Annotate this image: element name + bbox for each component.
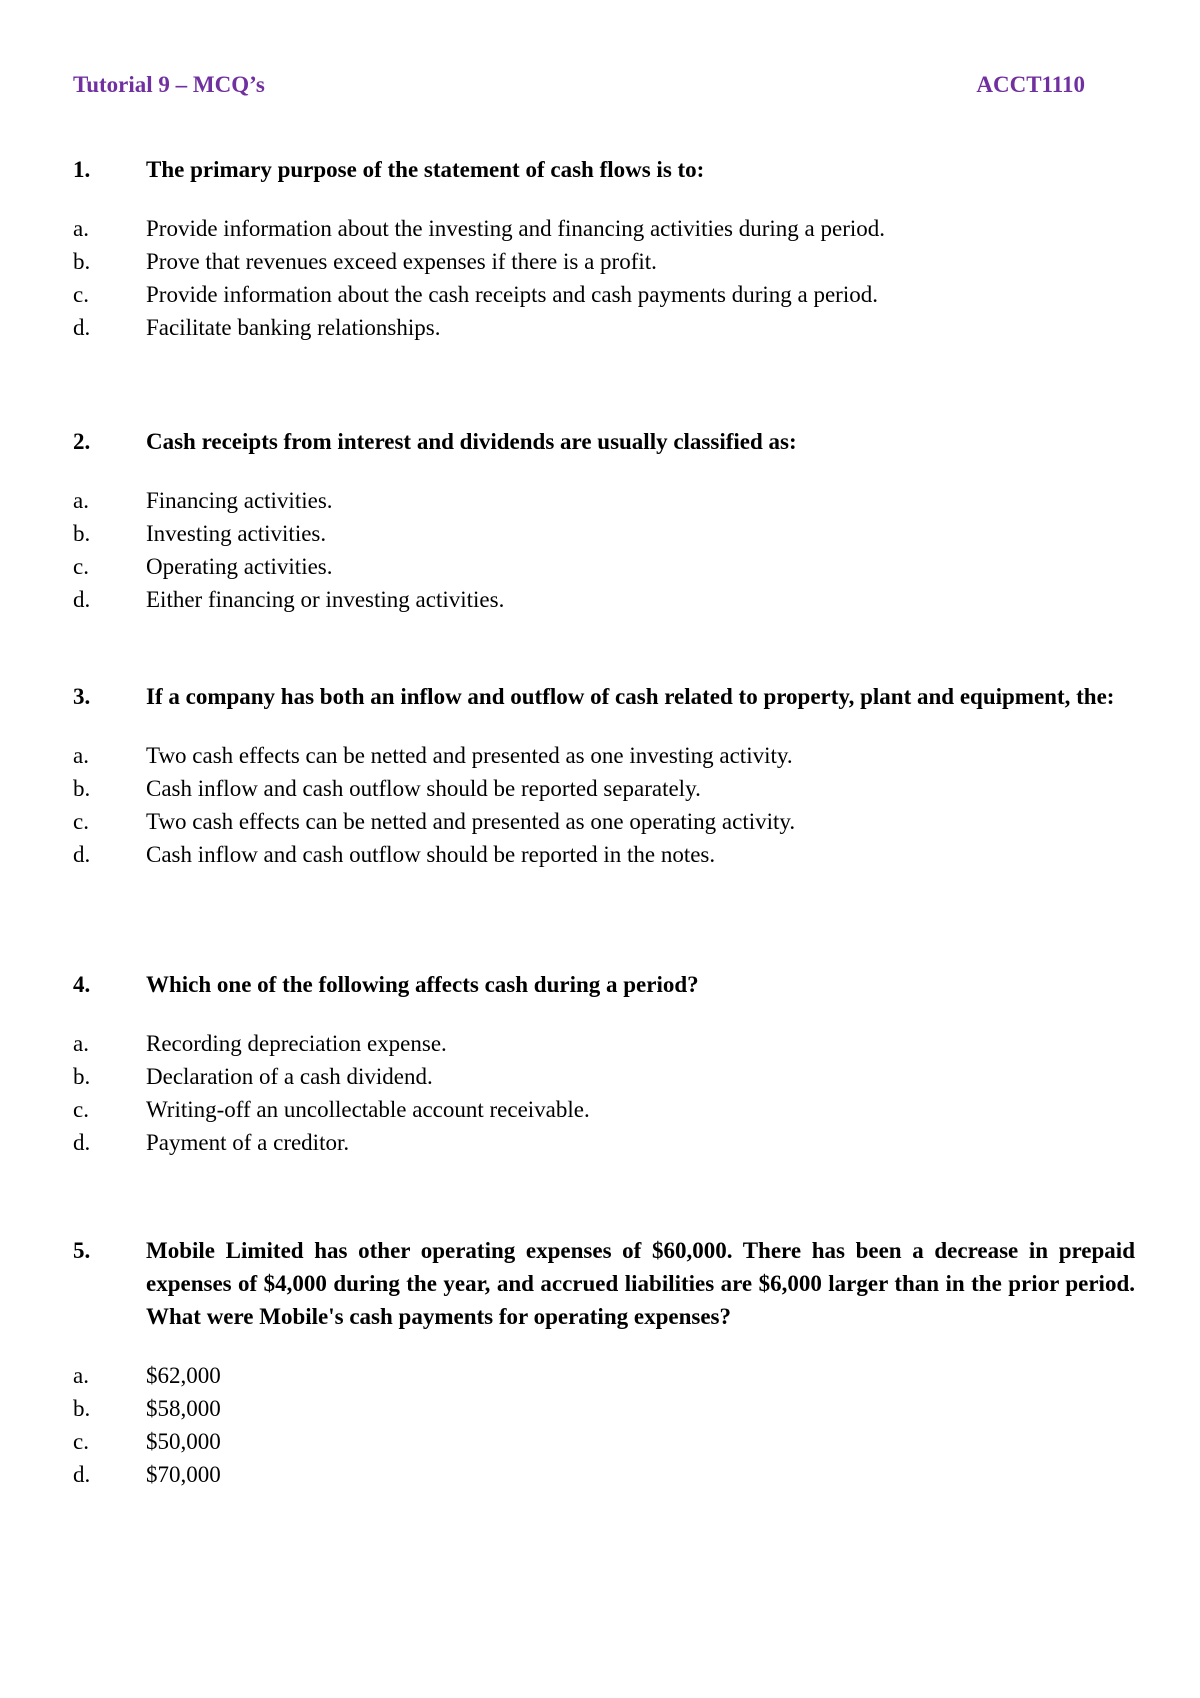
option-text: Financing activities. [146,488,333,513]
question-text: Cash receipts from interest and dividends are usually classified as: [146,429,797,454]
option-text: Recording depreciation expense. [146,1031,447,1056]
option-letter: a. [73,488,89,513]
option-text: Prove that revenues exceed expenses if there is a profit. [146,249,657,274]
option-letter: b. [73,1064,91,1089]
question-heading [73,1234,1135,1333]
option-a [73,1027,1135,1060]
option-text: Payment of a creditor. [146,1130,350,1155]
option-list [73,484,1135,616]
question-heading [73,680,1135,713]
option-letter: b. [73,521,91,546]
option-list [73,1359,1135,1491]
option-list [73,212,1135,344]
option-b [73,1060,1135,1093]
question-text: Mobile Limited has other operating expenses of $60,000. There has been a decrease in prepaid expenses of $4,000 during the year, and accrued liabilities are $6,000 larger than in the prior period. What were Mobile's cash payments for operating expenses? [146,1238,1135,1329]
question-5 [73,1234,1135,1491]
option-text: Investing activities. [146,521,327,546]
option-text: Two cash effects can be netted and presented as one operating activity. [146,809,796,834]
option-text: Operating activities. [146,554,333,579]
option-letter: c. [73,554,89,579]
option-letter: a. [73,216,89,241]
option-letter: c. [73,1097,89,1122]
question-text: The primary purpose of the statement of cash flows is to: [146,157,705,182]
option-letter: a. [73,1363,89,1388]
option-a [73,739,1135,772]
option-text: Facilitate banking relationships. [146,315,441,340]
option-letter: c. [73,1429,89,1454]
option-letter: b. [73,776,91,801]
option-letter: d. [73,842,91,867]
option-letter: d. [73,587,91,612]
option-text: Two cash effects can be netted and presented as one investing activity. [146,743,793,768]
option-d [73,311,1135,344]
option-letter: a. [73,1031,89,1056]
question-number: 1. [73,157,91,182]
option-letter: c. [73,809,89,834]
option-text: $58,000 [146,1396,221,1421]
question-4 [73,968,1135,1159]
option-text: $62,000 [146,1363,221,1388]
option-list [73,1027,1135,1159]
question-text: Which one of the following affects cash during a period? [146,972,699,997]
option-letter: d. [73,1130,91,1155]
option-text: Either financing or investing activities. [146,587,505,612]
question-number: 3. [73,684,91,709]
option-c [73,1093,1135,1126]
question-3 [73,680,1135,871]
question-number: 4. [73,972,91,997]
option-c [73,1425,1135,1458]
option-text: Declaration of a cash dividend. [146,1064,433,1089]
option-a [73,212,1135,245]
option-letter: b. [73,249,91,274]
option-text: $70,000 [146,1462,221,1487]
question-heading [73,968,1135,1001]
question-number: 2. [73,429,91,454]
option-d [73,1126,1135,1159]
option-c [73,805,1135,838]
option-text: Provide information about the investing and financing activities during a period. [146,216,886,241]
question-heading [73,153,1135,186]
question-2 [73,425,1135,616]
option-d [73,838,1135,871]
option-b [73,245,1135,278]
tutorial-title: Tutorial 9 – MCQ’s [73,72,265,97]
option-b [73,1392,1135,1425]
option-letter: d. [73,1462,91,1487]
option-a [73,484,1135,517]
option-text: $50,000 [146,1429,221,1454]
option-list [73,739,1135,871]
option-letter: a. [73,743,89,768]
question-1 [73,153,1135,344]
option-letter: c. [73,282,89,307]
option-text: Writing-off an uncollectable account receivable. [146,1097,590,1122]
option-c [73,550,1135,583]
option-b [73,517,1135,550]
question-heading [73,425,1135,458]
option-text: Provide information about the cash receipts and cash payments during a period. [146,282,878,307]
option-text: Cash inflow and cash outflow should be reported separately. [146,776,701,801]
option-a [73,1359,1135,1392]
question-number: 5. [73,1238,91,1263]
option-text: Cash inflow and cash outflow should be reported in the notes. [146,842,716,867]
question-text: If a company has both an inflow and outflow of cash related to property, plant and equipment, the: [146,684,1115,709]
course-code: ACCT1110 [976,72,1085,97]
option-c [73,278,1135,311]
page-header [73,72,1085,108]
option-d [73,583,1135,616]
option-letter: b. [73,1396,91,1421]
option-d [73,1458,1135,1491]
option-letter: d. [73,315,91,340]
option-b [73,772,1135,805]
